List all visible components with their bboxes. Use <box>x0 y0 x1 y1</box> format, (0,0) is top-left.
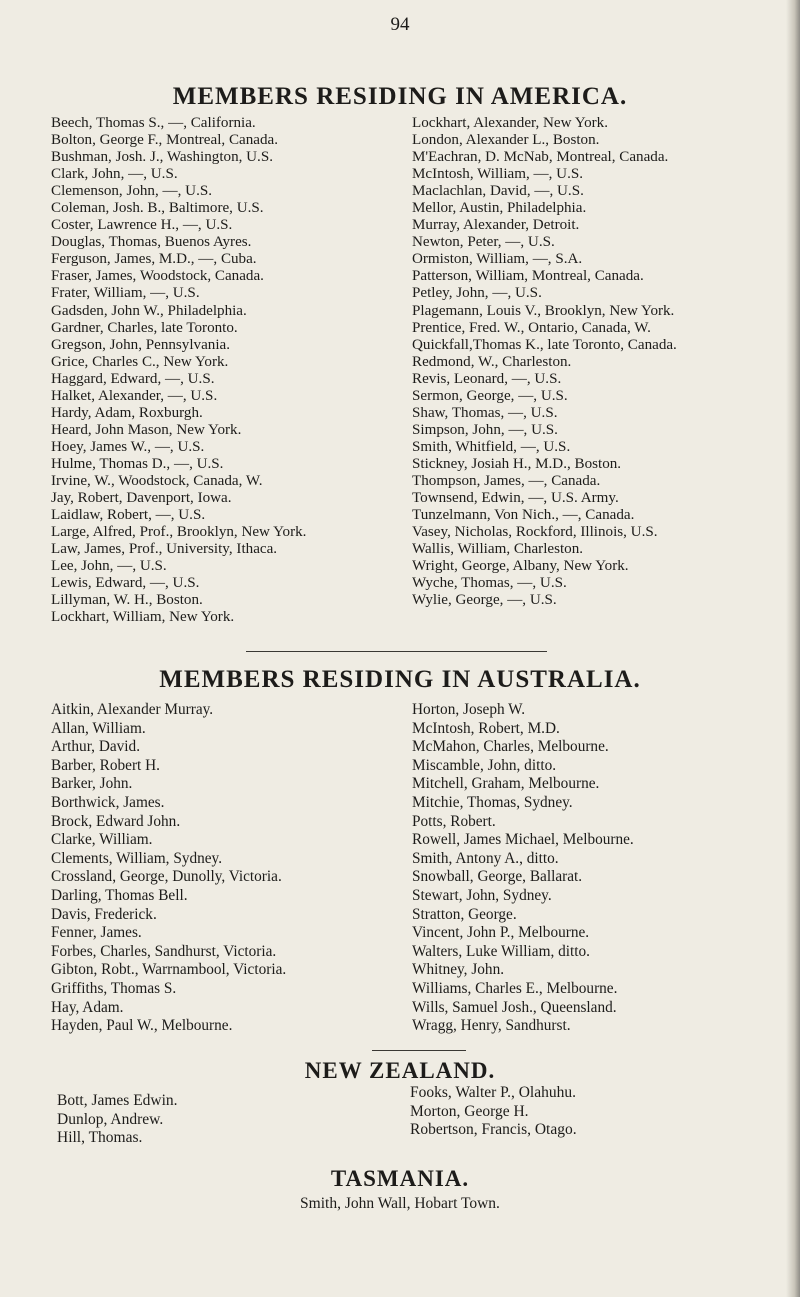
member-entry: Clemenson, John, —, U.S. <box>51 183 213 200</box>
member-entry: Horton, Joseph W. <box>412 701 526 718</box>
member-entry: Brock, Edward John. <box>51 812 181 830</box>
member-entry: McMahon, Charles, Melbourne. <box>412 738 609 756</box>
member-entry: Allan, William. <box>51 719 146 737</box>
member-entry: Coleman, Josh. B., Baltimore, U.S. <box>51 200 264 217</box>
member-entry: Aitkin, Alexander Murray. <box>51 701 214 718</box>
member-entry: Gibton, Robt., Warrnambool, Victoria. <box>51 961 287 979</box>
member-entry: Wills, Samuel Josh., Queensland. <box>412 998 617 1016</box>
member-entry: Dunlop, Andrew. <box>57 1110 164 1128</box>
australia-left-column <box>51 701 286 1036</box>
member-entry: McIntosh, William, —, U.S. <box>412 166 584 183</box>
member-entry: Miscamble, John, ditto. <box>412 756 557 774</box>
member-entry: Heard, John Mason, New York. <box>51 421 242 438</box>
member-entry: Simpson, John, —, U.S. <box>412 421 558 438</box>
new-zealand-heading: NEW ZEALAND. <box>304 1058 496 1083</box>
section-divider <box>246 651 547 652</box>
member-entry: Griffiths, Thomas S. <box>51 979 177 997</box>
member-entry: Smith, Whitfield, —, U.S. <box>412 438 571 455</box>
member-entry: Bott, James Edwin. <box>57 1092 178 1109</box>
member-entry: Townsend, Edwin, —, U.S. Army. <box>412 490 619 507</box>
member-entry: Forbes, Charles, Sandhurst, Victoria. <box>51 942 277 960</box>
member-entry: Robertson, Francis, Otago. <box>410 1121 577 1139</box>
member-entry: Lewis, Edward, —, U.S. <box>51 575 200 592</box>
member-entry: Tunzelmann, Von Nich., —, Canada. <box>412 507 635 524</box>
member-entry: Fraser, James, Woodstock, Canada. <box>51 268 264 285</box>
member-entry: Coster, Lawrence H., —, U.S. <box>51 217 233 234</box>
member-entry: Stewart, John, Sydney. <box>412 886 552 904</box>
member-entry: Williams, Charles E., Melbourne. <box>412 979 618 997</box>
member-entry: Darling, Thomas Bell. <box>51 886 188 904</box>
member-entry: Ferguson, James, M.D., —, Cuba. <box>51 251 257 268</box>
member-entry: Bolton, George F., Montreal, Canada. <box>51 132 278 149</box>
member-entry: Laidlaw, Robert, —, U.S. <box>51 507 206 524</box>
member-entry: Mellor, Austin, Philadelphia. <box>412 200 587 217</box>
section-divider <box>372 1050 466 1051</box>
member-entry: Petley, John, —, U.S. <box>412 285 542 302</box>
member-entry: Davis, Frederick. <box>51 905 157 923</box>
member-entry: Revis, Leonard, —, U.S. <box>412 370 562 387</box>
member-entry: Walters, Luke William, ditto. <box>412 942 590 960</box>
member-entry: Quickfall,Thomas K., late Toronto, Canada. <box>412 336 677 353</box>
member-entry: Vasey, Nicholas, Rockford, Illinois, U.S. <box>412 524 658 541</box>
member-entry: Clements, William, Sydney. <box>51 849 223 867</box>
member-entry: Barker, John. <box>51 775 133 793</box>
member-entry: Patterson, William, Montreal, Canada. <box>412 268 644 285</box>
member-entry: Stickney, Josiah H., M.D., Boston. <box>412 455 622 472</box>
member-entry: Snowball, George, Ballarat. <box>412 868 583 886</box>
new-zealand-right-column <box>410 1084 577 1140</box>
member-entry: Mitchell, Graham, Melbourne. <box>412 775 600 793</box>
member-entry: Douglas, Thomas, Buenos Ayres. <box>51 234 252 251</box>
member-entry: Wallis, William, Charleston. <box>412 541 584 558</box>
member-entry: Clark, John, —, U.S. <box>51 166 178 183</box>
member-entry: Whitney, John. <box>412 961 505 979</box>
member-entry: Bushman, Josh. J., Washington, U.S. <box>51 149 273 166</box>
member-entry: Lockhart, Alexander, New York. <box>412 115 608 131</box>
member-entry: London, Alexander L., Boston. <box>412 132 600 149</box>
member-entry: Gardner, Charles, late Toronto. <box>51 319 238 336</box>
member-entry: Maclachlan, David, —, U.S. <box>412 183 584 200</box>
member-entry: Redmond, W., Charleston. <box>412 353 572 370</box>
america-left-column <box>51 115 306 626</box>
member-entry: Fooks, Walter P., Olahuhu. <box>410 1084 576 1101</box>
member-entry: Grice, Charles C., New York. <box>51 353 229 370</box>
member-entry: Irvine, W., Woodstock, Canada, W. <box>51 472 263 489</box>
member-entry: Barber, Robert H. <box>51 756 160 774</box>
member-entry: Wragg, Henry, Sandhurst. <box>412 1017 571 1035</box>
page-number: 94 <box>390 14 410 35</box>
member-entry: Newton, Peter, —, U.S. <box>412 234 555 251</box>
member-entry: Thompson, James, —, Canada. <box>412 472 601 489</box>
member-entry: Wright, George, Albany, New York. <box>412 558 629 575</box>
member-entry: Jay, Robert, Davenport, Iowa. <box>51 490 232 507</box>
member-entry: Shaw, Thomas, —, U.S. <box>412 404 558 421</box>
member-entry: Hay, Adam. <box>51 998 124 1016</box>
member-entry: Frater, William, —, U.S. <box>51 285 200 302</box>
member-entry: Mitchie, Thomas, Sydney. <box>412 793 573 811</box>
member-entry: Beech, Thomas S., —, California. <box>51 115 256 131</box>
member-entry: Haggard, Edward, —, U.S. <box>51 370 215 387</box>
member-entry: Ormiston, William, —, S.A. <box>412 251 583 268</box>
member-entry: Hardy, Adam, Roxburgh. <box>51 404 203 421</box>
member-entry: Borthwick, James. <box>51 793 165 811</box>
member-entry: Crossland, George, Dunolly, Victoria. <box>51 868 282 886</box>
australia-heading: MEMBERS RESIDING IN AUSTRALIA. <box>159 666 641 693</box>
member-entry: Lillyman, W. H., Boston. <box>51 592 203 609</box>
member-entry: Gadsden, John W., Philadelphia. <box>51 302 247 319</box>
member-entry: Lee, John, —, U.S. <box>51 558 167 575</box>
member-entry: Wylie, George, —, U.S. <box>412 592 557 609</box>
member-entry: Fenner, James. <box>51 924 142 942</box>
member-entry: Prentice, Fred. W., Ontario, Canada, W. <box>412 319 651 336</box>
page-edge-shadow <box>786 0 800 1297</box>
member-entry: Lockhart, William, New York. <box>51 609 235 626</box>
member-entry: Arthur, David. <box>51 738 141 756</box>
member-entry: Stratton, George. <box>412 905 517 923</box>
member-entry: Large, Alfred, Prof., Brooklyn, New York. <box>51 524 307 541</box>
member-entry: Hoey, James W., —, U.S. <box>51 438 205 455</box>
member-entry: McIntosh, Robert, M.D. <box>412 719 560 737</box>
australia-right-column <box>412 701 634 1036</box>
member-entry: Rowell, James Michael, Melbourne. <box>412 831 634 849</box>
member-entry: Vincent, John P., Melbourne. <box>412 924 590 942</box>
member-entry: Hulme, Thomas D., —, U.S. <box>51 455 224 472</box>
member-entry: Gregson, John, Pennsylvania. <box>51 336 231 353</box>
member-entry: Clarke, William. <box>51 831 153 849</box>
new-zealand-left-column <box>57 1092 178 1148</box>
america-right-column <box>412 115 677 609</box>
member-entry: Wyche, Thomas, —, U.S. <box>412 575 567 592</box>
tasmania-entry: Smith, John Wall, Hobart Town. <box>300 1195 500 1212</box>
america-heading: MEMBERS RESIDING IN AMERICA. <box>172 83 628 110</box>
member-entry: Murray, Alexander, Detroit. <box>412 217 580 234</box>
member-entry: Halket, Alexander, —, U.S. <box>51 387 218 404</box>
tasmania-heading: TASMANIA. <box>330 1166 470 1191</box>
member-entry: Law, James, Prof., University, Ithaca. <box>51 541 278 558</box>
member-entry: Morton, George H. <box>410 1102 529 1120</box>
member-entry: Hayden, Paul W., Melbourne. <box>51 1017 233 1035</box>
member-entry: Sermon, George, —, U.S. <box>412 387 568 404</box>
member-entry: Plagemann, Louis V., Brooklyn, New York. <box>412 302 675 319</box>
member-entry: Smith, Antony A., ditto. <box>412 849 559 867</box>
member-entry: M'Eachran, D. McNab, Montreal, Canada. <box>412 149 669 166</box>
member-entry: Hill, Thomas. <box>57 1129 143 1147</box>
member-entry: Potts, Robert. <box>412 812 496 830</box>
